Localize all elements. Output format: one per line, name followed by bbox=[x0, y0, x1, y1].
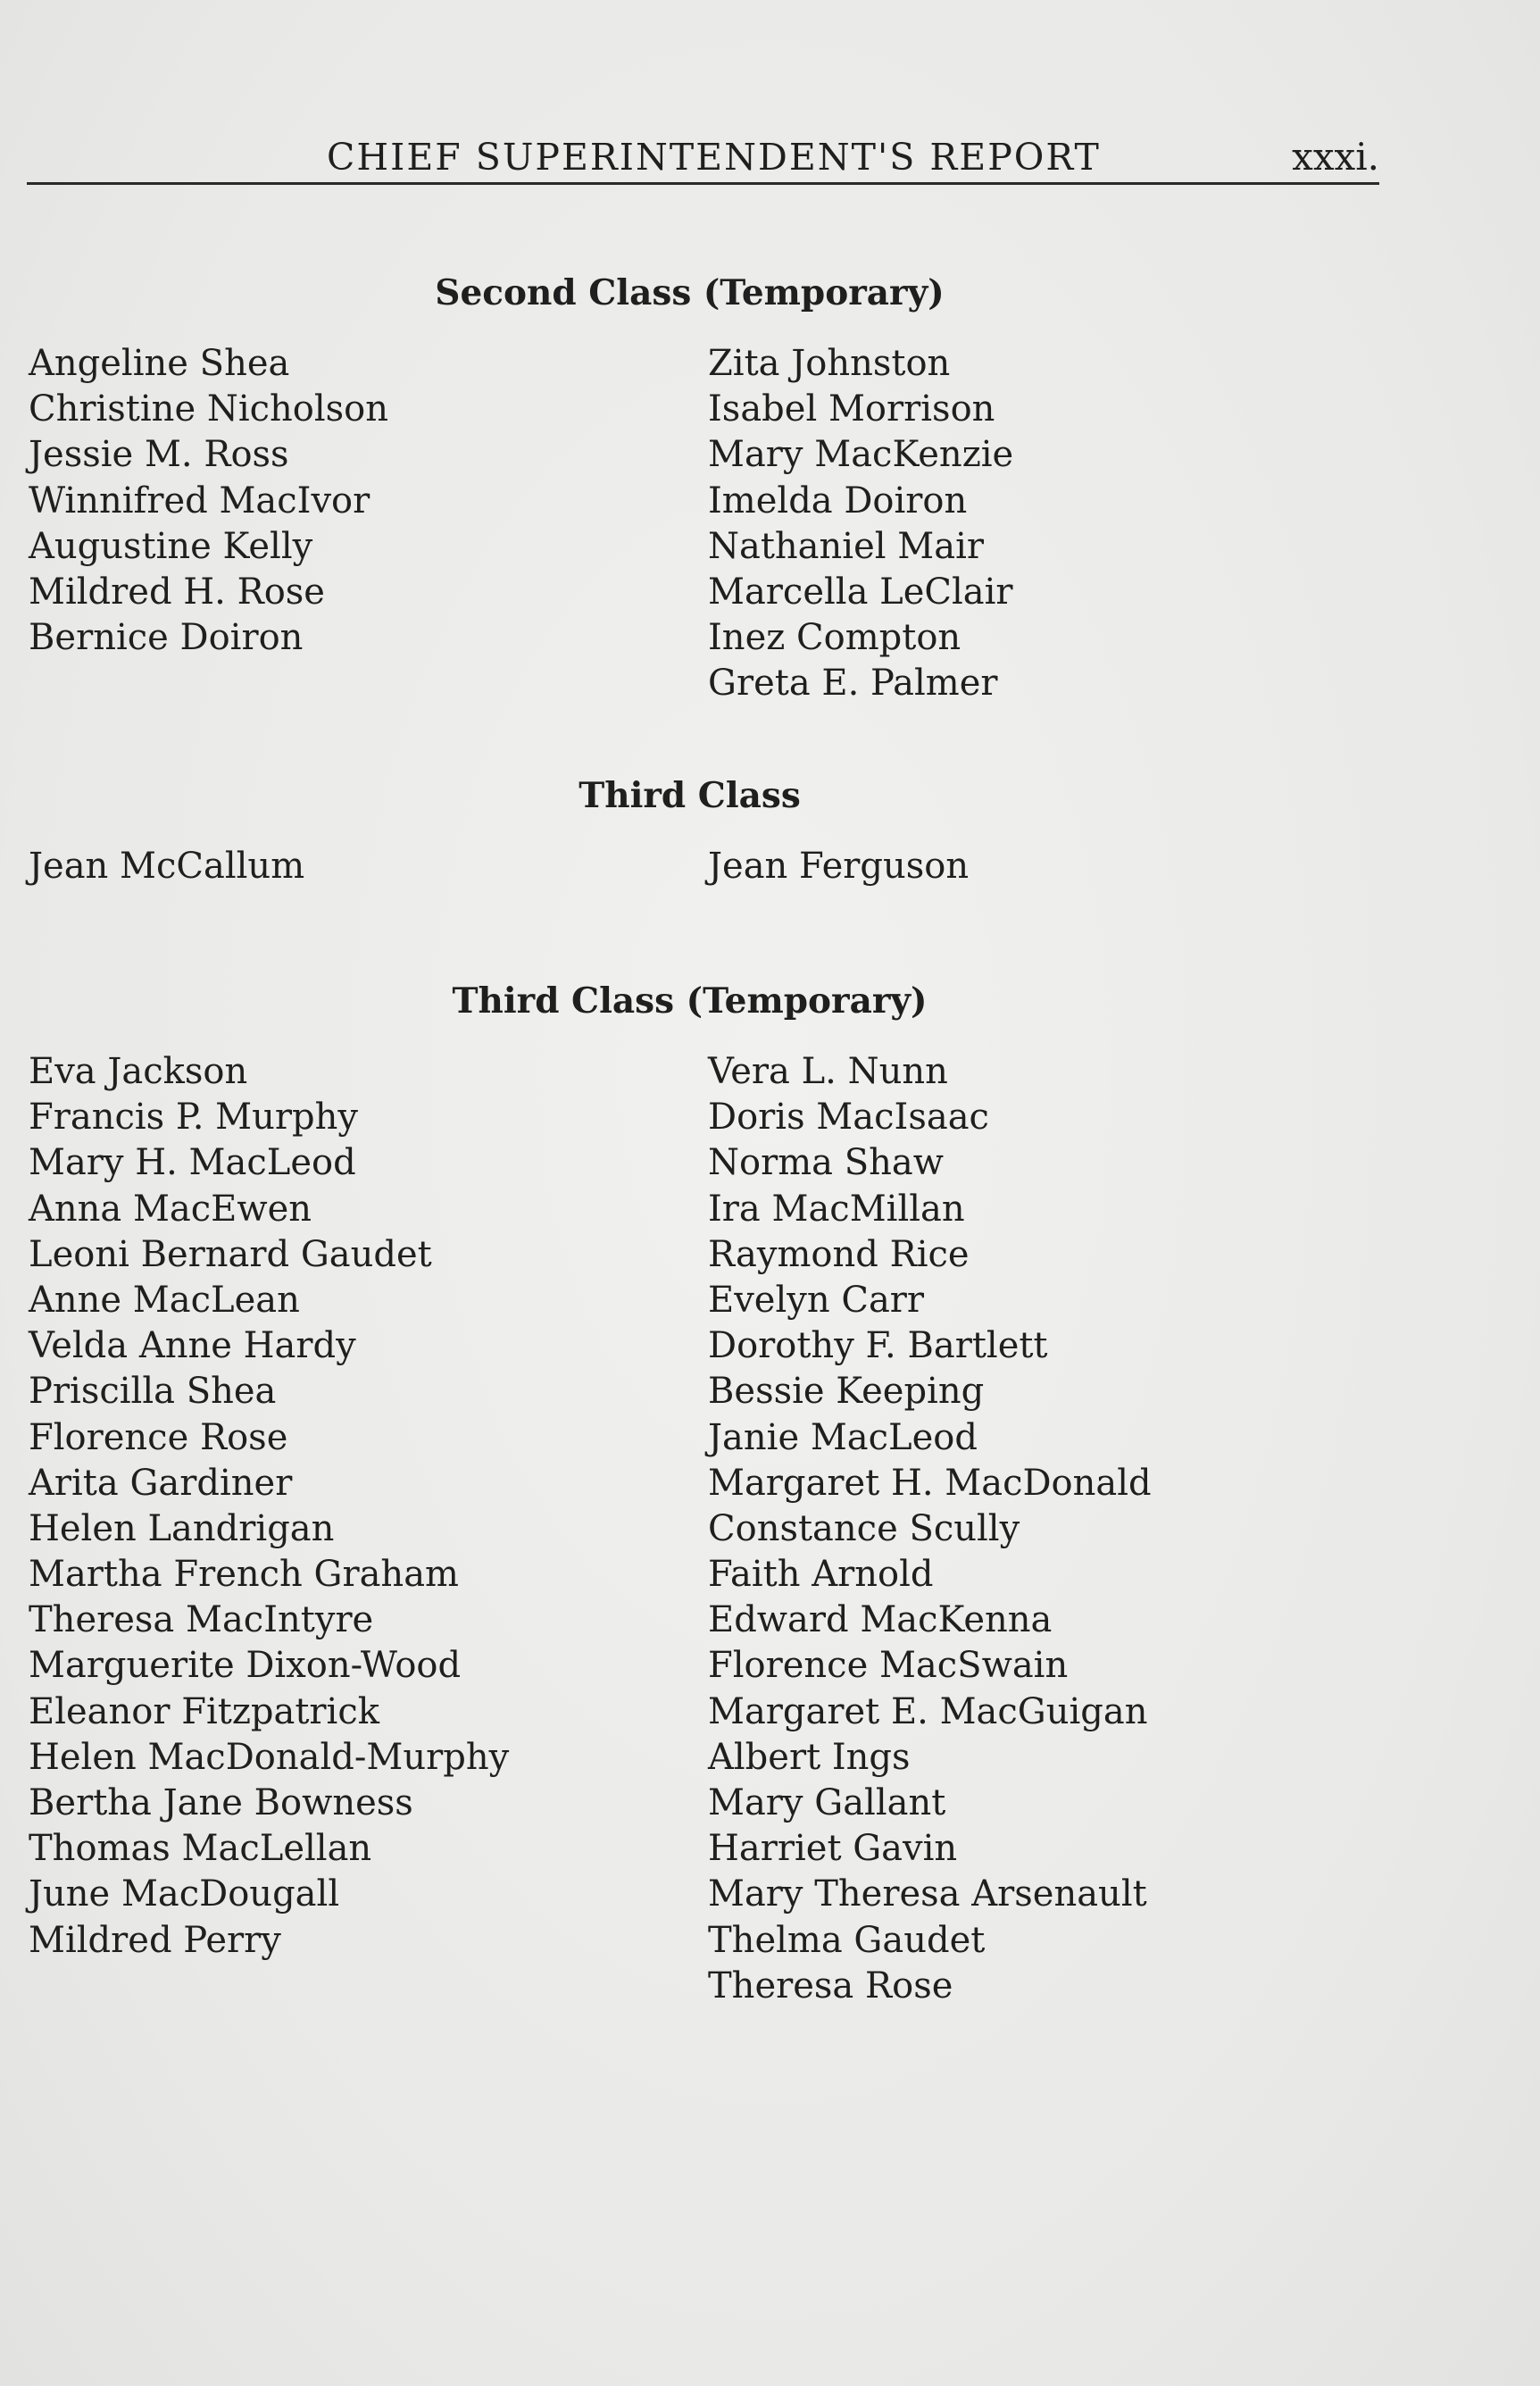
name-entry: Augustine Kelly bbox=[29, 525, 313, 567]
name-entry: Jean Ferguson bbox=[708, 846, 970, 887]
name-entry: Bernice Doiron bbox=[29, 617, 304, 659]
name-entry: Arita Gardiner bbox=[29, 1462, 293, 1504]
name-entry: Anna MacEwen bbox=[29, 1188, 312, 1230]
name-list-right bbox=[708, 1049, 1152, 2009]
name-entry: Theresa Rose bbox=[708, 1965, 953, 2006]
name-entry: Bessie Keeping bbox=[708, 1371, 985, 1413]
name-entry: Zita Johnston bbox=[708, 343, 951, 384]
name-entry: Isabel Morrison bbox=[708, 388, 995, 430]
name-entry: Mary MacKenzie bbox=[708, 434, 1014, 476]
name-entry: Winnifred MacIvor bbox=[29, 480, 370, 521]
name-entry: Francis P. Murphy bbox=[29, 1097, 358, 1139]
name-entry: Mildred Perry bbox=[29, 1919, 281, 1961]
name-entry: Mary Gallant bbox=[708, 1782, 946, 1823]
name-entry: Imelda Doiron bbox=[708, 480, 968, 521]
name-entry: Albert Ings bbox=[708, 1736, 911, 1778]
name-entry: Harriet Gavin bbox=[708, 1828, 958, 1870]
name-entry: Eleanor Fitzpatrick bbox=[29, 1690, 379, 1732]
name-entry: Greta E. Palmer bbox=[708, 663, 998, 705]
name-entry: Raymond Rice bbox=[708, 1233, 970, 1275]
name-entry: Dorothy F. Bartlett bbox=[708, 1325, 1048, 1367]
name-list-left bbox=[29, 341, 388, 661]
name-entry: Nathaniel Mair bbox=[708, 525, 984, 567]
name-entry: Jessie M. Ross bbox=[29, 434, 289, 476]
name-list-right bbox=[708, 341, 1013, 707]
section-heading-third-class-temporary: Third Class (Temporary) bbox=[452, 980, 928, 1022]
name-entry: Jean McCallum bbox=[29, 846, 305, 887]
name-entry: Edward MacKenna bbox=[708, 1599, 1053, 1641]
name-entry: Constance Scully bbox=[708, 1507, 1020, 1549]
name-entry: Mary H. MacLeod bbox=[29, 1142, 356, 1184]
name-entry: Margaret H. MacDonald bbox=[708, 1462, 1152, 1504]
name-entry: Bertha Jane Bowness bbox=[29, 1782, 413, 1823]
name-entry: Marcella LeClair bbox=[708, 571, 1013, 613]
name-entry: Leoni Bernard Gaudet bbox=[29, 1233, 432, 1275]
section-heading-third-class: Third Class bbox=[579, 775, 801, 816]
name-entry: June MacDougall bbox=[29, 1873, 340, 1915]
name-entry: Thelma Gaudet bbox=[708, 1919, 986, 1961]
running-title: CHIEF SUPERINTENDENT'S REPORT bbox=[327, 136, 1101, 179]
name-entry: Anne MacLean bbox=[29, 1279, 300, 1321]
name-entry: Mary Theresa Arsenault bbox=[708, 1873, 1147, 1915]
name-entry: Helen Landrigan bbox=[29, 1507, 335, 1549]
name-entry: Florence MacSwain bbox=[708, 1645, 1069, 1687]
name-entry: Velda Anne Hardy bbox=[29, 1325, 356, 1367]
name-list-left bbox=[29, 1049, 509, 1964]
name-entry: Marguerite Dixon-Wood bbox=[29, 1645, 462, 1687]
name-entry: Helen MacDonald-Murphy bbox=[29, 1736, 510, 1778]
name-entry: Vera L. Nunn bbox=[708, 1051, 948, 1092]
name-entry: Thomas MacLellan bbox=[29, 1828, 372, 1870]
name-entry: Margaret E. MacGuigan bbox=[708, 1690, 1148, 1732]
name-entry: Angeline Shea bbox=[29, 343, 290, 384]
page-number: xxxi. bbox=[1292, 135, 1379, 179]
section-heading-second-class-temporary: Second Class (Temporary) bbox=[435, 272, 945, 313]
name-entry: Priscilla Shea bbox=[29, 1371, 277, 1413]
name-entry: Eva Jackson bbox=[29, 1051, 248, 1092]
name-entry: Christine Nicholson bbox=[29, 388, 389, 430]
page-header bbox=[27, 132, 1379, 185]
name-entry: Norma Shaw bbox=[708, 1142, 944, 1184]
name-entry: Faith Arnold bbox=[708, 1554, 934, 1596]
name-list-right bbox=[708, 844, 969, 889]
name-entry: Mildred H. Rose bbox=[29, 571, 325, 613]
name-entry: Inez Compton bbox=[708, 617, 961, 659]
name-entry: Martha French Graham bbox=[29, 1554, 459, 1596]
name-entry: Ira MacMillan bbox=[708, 1188, 965, 1230]
name-list-left bbox=[29, 844, 304, 889]
name-entry: Doris MacIsaac bbox=[708, 1097, 989, 1139]
name-entry: Evelyn Carr bbox=[708, 1279, 925, 1321]
name-entry: Florence Rose bbox=[29, 1416, 288, 1458]
name-entry: Theresa MacIntyre bbox=[29, 1599, 374, 1641]
name-entry: Janie MacLeod bbox=[708, 1416, 978, 1458]
